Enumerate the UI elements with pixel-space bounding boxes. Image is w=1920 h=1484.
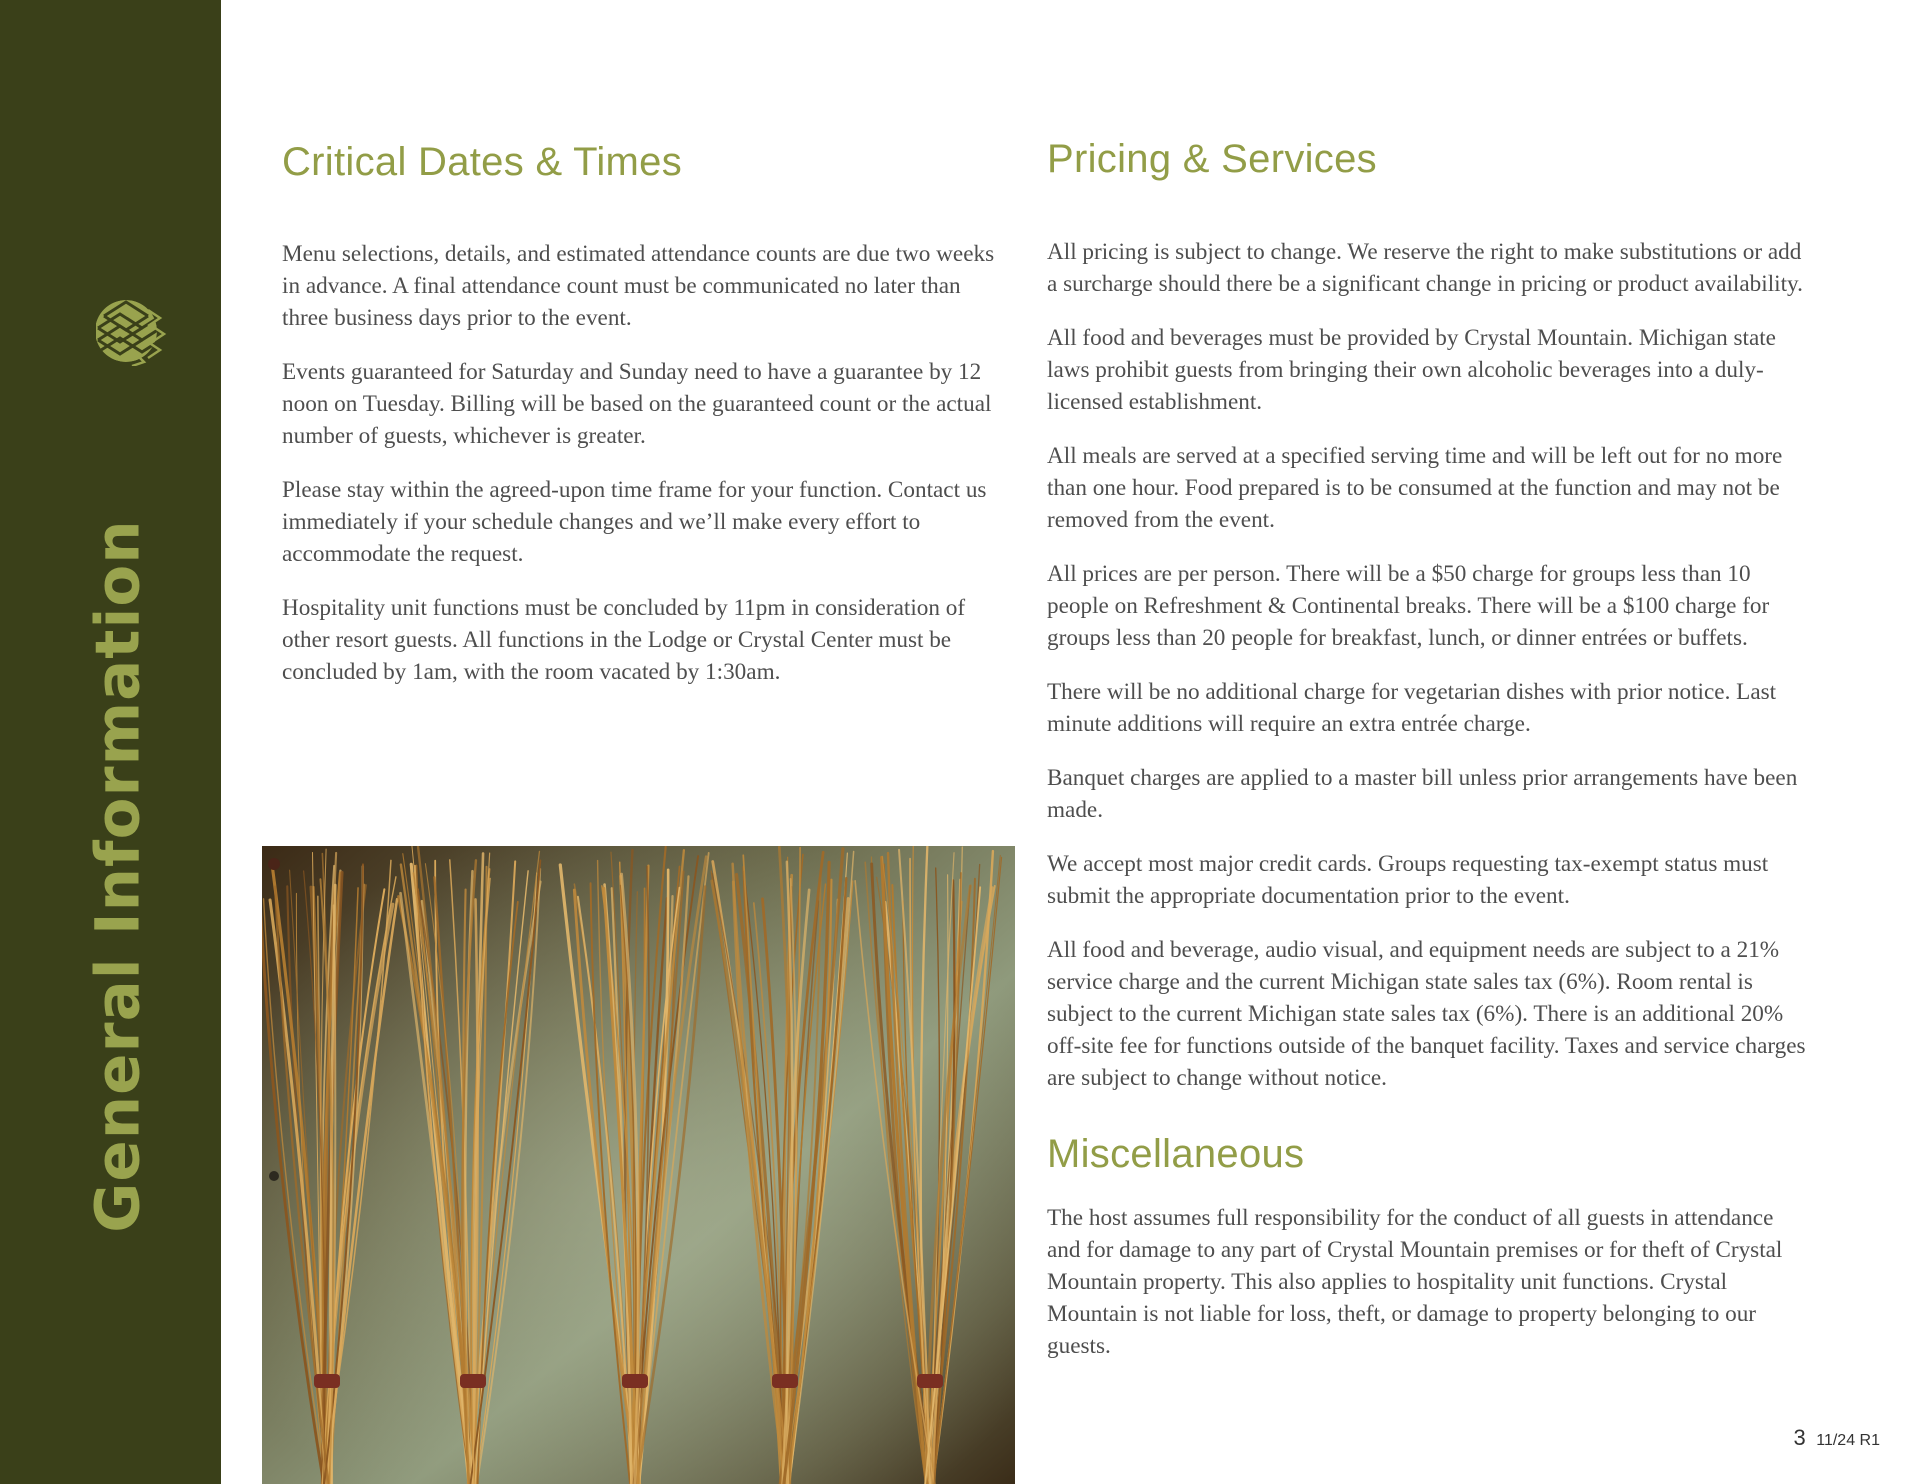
pricing-services-heading: Pricing & Services [1047,137,1377,181]
pricing-paragraph: All pricing is subject to change. We reserve the right to make substitutions or add a surcharge should there be a significant change in pricing or product availability. [1047,239,1803,297]
pricing-paragraph: All meals are served at a specified serving time and will be left out for no more than one hour. Food prepared is to be consumed at the function and may not be removed from the event. [1047,443,1783,533]
pine-needle-bundles-photo [262,846,1015,1484]
miscellaneous-heading: Miscellaneous [1047,1132,1305,1176]
revision-code: 11/24 R1 [1816,1432,1880,1449]
pinecone-logo-icon [96,296,168,366]
misc-paragraph: The host assumes full responsibility for the conduct of all guests in attendance and for damage to any part of Crystal Mountain premises or for theft of Crystal Mountain property. This also applies to hospitality unit functions. Crystal Mountain is not liable for loss, theft, or damage to property belonging to our guests. [1047,1205,1783,1359]
pricing-paragraph: All prices are per person. There will be a $50 charge for groups less than 10 people on Refreshment & Continental breaks. There will be a $100 charge for groups less than 20 people for breakfast, lunch, or dinner entrées or buffets. [1047,561,1770,651]
critical-dates-heading: Critical Dates & Times [282,140,683,184]
pricing-services-section [1047,236,1807,1116]
critical-paragraph: Hospitality unit functions must be concluded by 11pm in consideration of other resort guests. All functions in the Lodge or Crystal Center must be concluded by 1am, with the room vacated by 1:30am. [282,595,966,685]
page-number: 3 [1793,1425,1806,1450]
pricing-paragraph: All food and beverages must be provided by Crystal Mountain. Michigan state laws prohibit guests from bringing their own alcoholic beverages into a duly-licensed establishment. [1047,325,1776,415]
pricing-paragraph: We accept most major credit cards. Groups requesting tax-exempt status must submit the appropriate documentation prior to the event. [1047,851,1769,909]
critical-paragraph: Menu selections, details, and estimated attendance counts are due two weeks in advance. A final attendance count must be communicated no later than three business days prior to the event. [282,241,995,331]
critical-paragraph: Please stay within the agreed-upon time frame for your function. Contact us immediately if your schedule changes and we’ll make every effort to accommodate the request. [282,477,987,567]
pricing-paragraph: All food and beverage, audio visual, and equipment needs are subject to a 21% service charge and the current Michigan state sales tax (6%). Room rental is subject to the current Michigan state sales tax (6%). There is an additional 20% off-site fee for functions outside of the banquet facility. Taxes and service charges are subject to change without notice. [1047,937,1806,1091]
miscellaneous-section [1047,1202,1807,1384]
page-footer [1794,1425,1880,1451]
critical-paragraph: Events guaranteed for Saturday and Sunday need to have a guarantee by 12 noon on Tuesday. Billing will be based on the guaranteed count or the actual number of guests, whichever is greater. [282,359,992,449]
critical-dates-section [282,238,1004,710]
sidebar [0,0,221,1484]
pricing-paragraph: There will be no additional charge for vegetarian dishes with prior notice. Last minute additions will require an extra entrée charge. [1047,679,1777,737]
sidebar-title: General Information [82,519,154,1233]
pricing-paragraph: Banquet charges are applied to a master bill unless prior arrangements have been made. [1047,765,1798,823]
